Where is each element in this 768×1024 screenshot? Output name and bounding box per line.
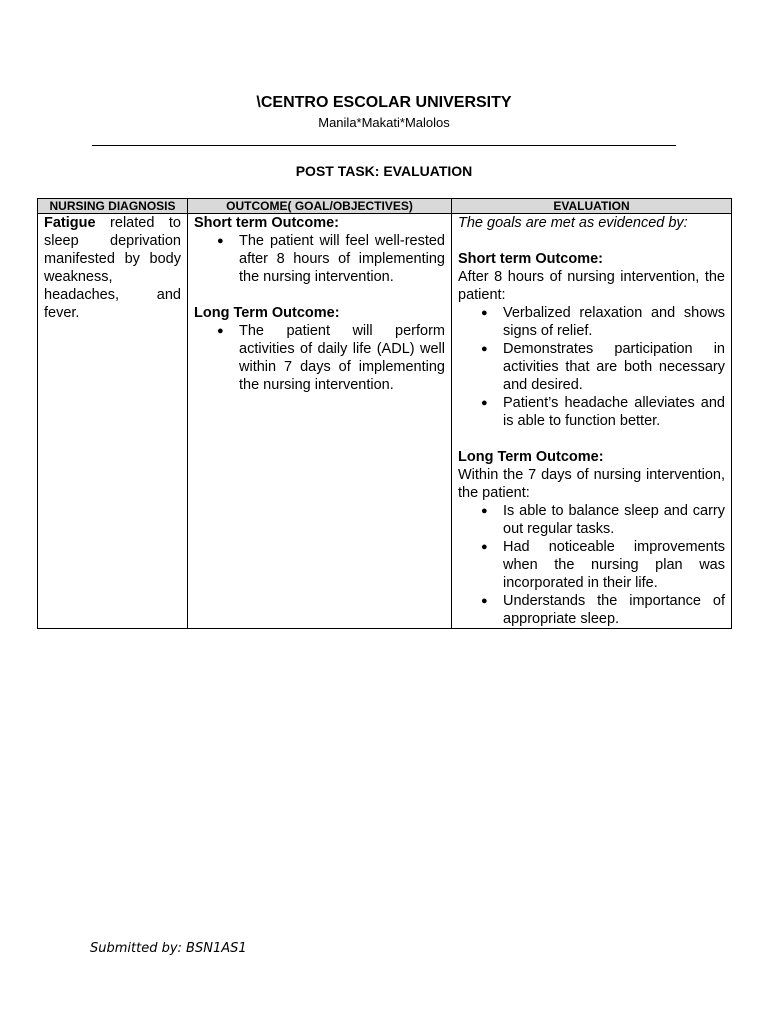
evaluation-cell [452,214,732,629]
diagnosis-cell [38,214,188,629]
list-item: ● Is able to balance sleep and carry out regular tasks. [503,502,725,538]
list-item: ● Patient’s headache alleviates and is able to function better. [503,394,725,430]
list-item: ● Understands the importance of appropriate sleep. [503,592,725,628]
short-term-outcome-heading: Short term Outcome: [194,215,340,231]
header-divider [92,145,676,146]
diagnosis-text: related to sleep deprivation manifested by body weakness, headaches, and fever. [44,215,181,321]
list-item: ● The patient will feel well-rested after 8 hours of implementing the nursing intervention. [239,232,445,286]
column-header-nursing-diagnosis: NURSING DIAGNOSIS [38,199,188,214]
long-term-outcome-list [194,322,445,394]
column-header-outcome: OUTCOME( GOAL/OBJECTIVES) [188,199,452,214]
list-item: ● Had noticeable improvements when the nursing plan was incorporated in their life. [503,538,725,592]
university-name: \CENTRO ESCOLAR UNIVERSITY [256,94,512,111]
evaluation-short-term-heading: Short term Outcome: [458,251,604,267]
list-item: ● Verbalized relaxation and shows signs of relief. [503,304,725,340]
diagnosis-term: Fatigue [44,215,96,231]
short-term-outcome-list [194,232,445,286]
evaluation-long-term-list [458,502,725,628]
evaluation-long-term-text: Within the 7 days of nursing intervention, the patient: [458,467,725,501]
evaluation-table [37,198,732,629]
task-title: POST TASK: EVALUATION [295,163,473,179]
column-header-evaluation: EVALUATION [452,199,732,214]
list-item: ● The patient will perform activities of daily life (ADL) well within 7 days of implementing the nursing intervention. [239,322,445,394]
long-term-outcome-heading: Long Term Outcome: [194,305,340,321]
submitted-by: Submitted by: BSN1AS1 [90,941,247,956]
outcome-cell [188,214,452,629]
evaluation-intro: The goals are met as evidenced by: [458,215,688,231]
evaluation-long-term-heading: Long Term Outcome: [458,449,604,465]
evaluation-short-term-list [458,304,725,430]
table-row [38,214,732,629]
diagnosis-paragraph [44,214,181,322]
campus-list: Manila*Makati*Malolos [318,115,450,130]
evaluation-short-term-text: After 8 hours of nursing intervention, the patient: [458,269,725,303]
list-item: ● Demonstrates participation in activities that are both necessary and desired. [503,340,725,394]
table-header-row [38,199,732,214]
